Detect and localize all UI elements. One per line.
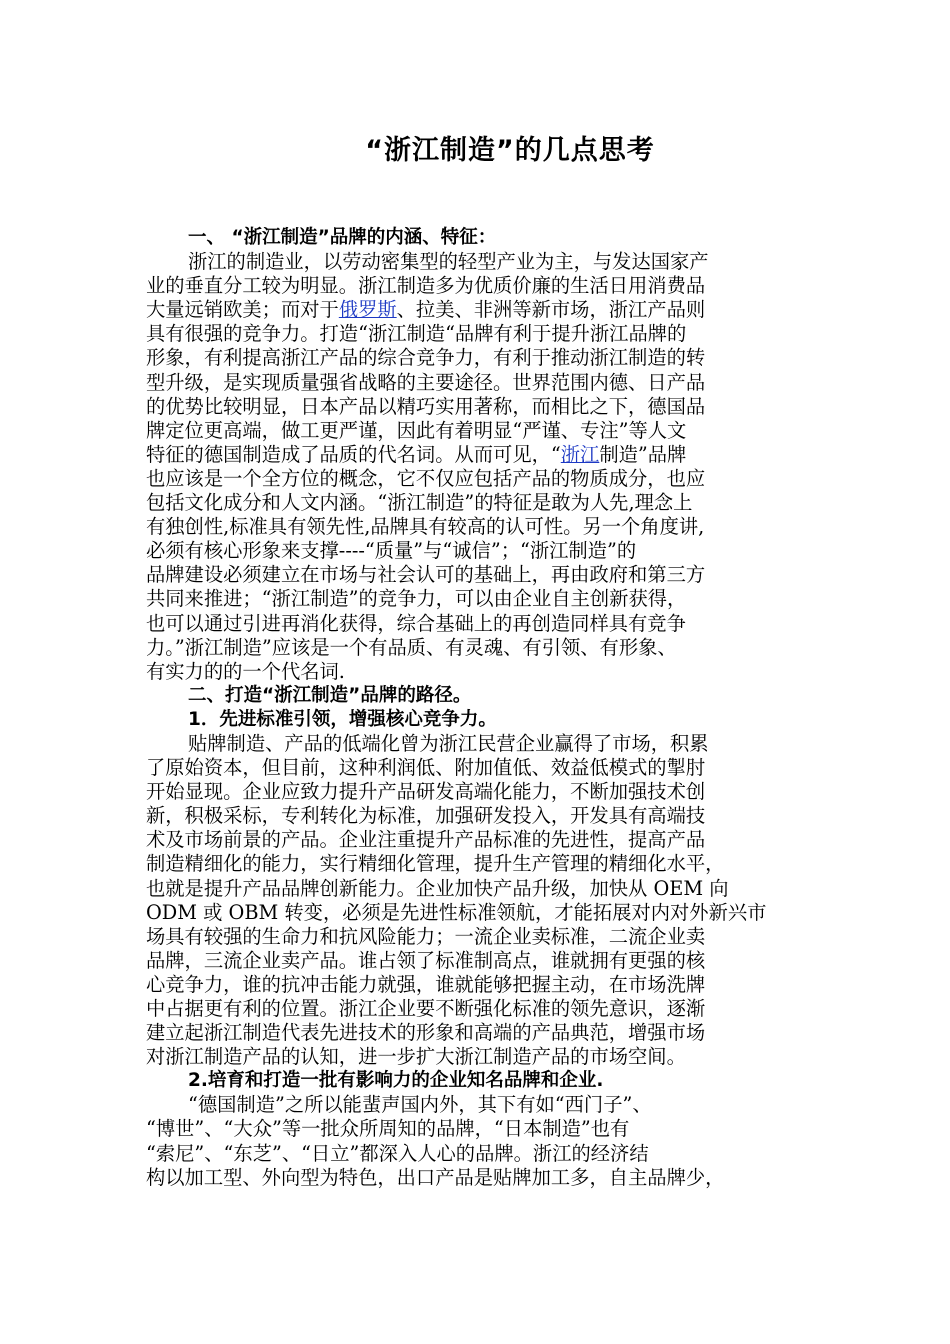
text-run: 也应该是一个全方位的概念，它不仅应包括产品的物质成分，也应 bbox=[146, 466, 706, 490]
text-line bbox=[146, 756, 808, 780]
text-line bbox=[146, 804, 808, 828]
text-line bbox=[146, 1142, 808, 1166]
text-run: 术及市场前景的产品。企业注重提升产品标准的先进性，提高产品 bbox=[146, 828, 706, 852]
text-line bbox=[146, 997, 808, 1021]
hyperlink[interactable]: 俄罗斯 bbox=[338, 298, 397, 322]
text-run: 有实力的的一个代名词. bbox=[146, 659, 345, 683]
text-run: “德国制造”之所以能蜚声国内外，其下有如“西门子”、 bbox=[188, 1093, 652, 1117]
text-run: 品牌建设必须建立在市场与社会认可的基础上，再由政府和第三方 bbox=[146, 563, 706, 587]
text-line bbox=[146, 877, 808, 901]
text-line bbox=[146, 852, 808, 876]
text-line bbox=[146, 636, 808, 660]
text-run: 新，积极采标，专利转化为标准，加强研发投入，开发具有高端技 bbox=[146, 804, 706, 828]
text-line bbox=[146, 515, 808, 539]
text-run: 力。”浙江制造”应该是一个有品质、有灵魂、有引领、有形象、 bbox=[146, 635, 677, 659]
text-run: 二、打造“浙江制造”品牌的路径。 bbox=[188, 684, 472, 706]
text-run: 1．先进标准引领，增强核心竞争力。 bbox=[188, 708, 497, 730]
text-line bbox=[146, 346, 808, 370]
page-title: “浙江制造”的几点思考 bbox=[365, 135, 655, 166]
text-run: 也可以通过引进再消化获得，综合基础上的再创造同样具有竞争 bbox=[146, 611, 686, 635]
text-line bbox=[146, 973, 808, 997]
text-run: 型升级，是实现质量强省战略的主要途径。世界范围内德、日产品 bbox=[146, 370, 706, 394]
text-run: 开始显现。企业应致力提升产品研发高端化能力，不断加强技术创 bbox=[146, 780, 706, 804]
text-line bbox=[146, 1117, 808, 1141]
text-run: 有独创性,标准具有领先性,品牌具有较高的认可性。另一个角度讲, bbox=[146, 515, 705, 539]
text-line bbox=[146, 322, 808, 346]
text-run: 了原始资本，但目前，这种利润低、附加值低、效益低模式的掣肘 bbox=[146, 756, 706, 780]
text-run: 包括文化成分和人文内涵。“浙江制造”的特征是敢为人先,理念上 bbox=[146, 491, 693, 515]
text-run: 也就是提升产品品牌创新能力。企业加快产品升级，加快从 OEM 向 bbox=[146, 876, 729, 900]
text-run: 心竞争力，谁的抗冲击能力就强，谁就能够把握主动，在市场洗牌 bbox=[146, 972, 706, 996]
text-line bbox=[146, 732, 808, 756]
text-line bbox=[146, 491, 808, 515]
text-line bbox=[146, 901, 808, 925]
text-run: 、拉美、非洲等新市场，浙江产品则 bbox=[396, 298, 706, 322]
text-run: 品牌，三流企业卖产品。谁占领了标准制高点，谁就拥有更强的核 bbox=[146, 948, 706, 972]
text-run: 必须有核心形象来支撑----“质量”与“诚信”；“浙江制造”的 bbox=[146, 539, 637, 563]
text-run: 业的垂直分工较为明显。浙江制造多为优质价廉的生活日用消费品 bbox=[146, 274, 706, 298]
text-line bbox=[146, 274, 808, 298]
text-line bbox=[146, 1093, 808, 1117]
text-run: 牌定位更高端，做工更严谨，因此有着明显“严谨、专注”等人文 bbox=[146, 418, 687, 442]
text-run: 大量远销欧美；而对于 bbox=[146, 298, 339, 322]
text-run: 贴牌制造、产品的低端化曾为浙江民营企业赢得了市场，积累 bbox=[188, 731, 709, 755]
text-line bbox=[146, 1021, 808, 1045]
text-line bbox=[146, 828, 808, 852]
text-run: 共同来推进；“浙江制造”的竞争力，可以由企业自主创新获得， bbox=[146, 587, 687, 611]
section-heading bbox=[146, 226, 808, 250]
text-run: 中占据更有利的位置。浙江企业要不断强化标准的领先意识，逐渐 bbox=[146, 997, 706, 1020]
text-line bbox=[146, 395, 808, 419]
text-line bbox=[146, 1045, 808, 1069]
section-heading bbox=[146, 684, 808, 708]
section-heading bbox=[146, 1069, 808, 1093]
text-line bbox=[146, 443, 808, 467]
text-line bbox=[146, 612, 808, 636]
hyperlink[interactable]: 浙江 bbox=[560, 442, 600, 466]
text-line bbox=[146, 371, 808, 395]
text-line bbox=[146, 925, 808, 949]
text-run: 制造”品牌 bbox=[599, 442, 687, 466]
text-run: 场具有较强的生命力和抗风险能力；一流企业卖标准，二流企业卖 bbox=[146, 924, 706, 948]
text-line bbox=[146, 298, 808, 322]
text-run: 特征的德国制造成了品质的代名词。从而可见，“ bbox=[146, 442, 561, 466]
text-run: 建立起浙江制造代表先进技术的形象和高端的产品典范，增强市场 bbox=[146, 1021, 706, 1045]
text-line bbox=[146, 250, 808, 274]
text-run: 形象，有利提高浙江产品的综合竞争力，有利于推动浙江制造的转 bbox=[146, 346, 706, 370]
section-heading bbox=[146, 708, 808, 732]
text-line bbox=[146, 563, 808, 587]
text-run: “索尼”、“东芝”、“日立”都深入人心的品牌。浙江的经济结 bbox=[146, 1141, 649, 1165]
text-line bbox=[146, 467, 808, 491]
text-run: 一、 “浙江制造”品牌的内涵、特征： bbox=[188, 227, 497, 248]
text-run: “博世”、“大众”等一批众所周知的品牌，“日本制造”也有 bbox=[146, 1117, 630, 1141]
text-line bbox=[146, 660, 808, 684]
text-run: 对浙江制造产品的认知，进一步扩大浙江制造产品的市场空间。 bbox=[146, 1045, 686, 1069]
text-run: 的优势比较明显，日本产品以精巧实用著称，而相比之下，德国品 bbox=[146, 394, 706, 418]
document-body bbox=[146, 226, 808, 1190]
text-line bbox=[146, 780, 808, 804]
text-line bbox=[146, 1166, 808, 1190]
text-run: 具有很强的竞争力。打造“浙江制造“品牌有利于提升浙江品牌的 bbox=[146, 322, 687, 346]
text-line bbox=[146, 539, 808, 563]
text-line bbox=[146, 587, 808, 611]
text-run: 制造精细化的能力，实行精细化管理，提升生产管理的精细化水平， bbox=[146, 852, 725, 876]
text-line bbox=[146, 949, 808, 973]
text-run: ODM 或 OBM 转变，必须是先进性标准领航，才能拓展对内对外新兴市 bbox=[146, 900, 767, 924]
text-run: 2.培育和打造一批有影响力的企业知名品牌和企业. bbox=[188, 1070, 604, 1092]
text-line bbox=[146, 419, 808, 443]
text-run: 浙江的制造业，以劳动密集型的轻型产业为主，与发达国家产 bbox=[188, 250, 709, 274]
text-run: 构以加工型、外向型为特色，出口产品是贴牌加工多，自主品牌少， bbox=[146, 1165, 725, 1189]
